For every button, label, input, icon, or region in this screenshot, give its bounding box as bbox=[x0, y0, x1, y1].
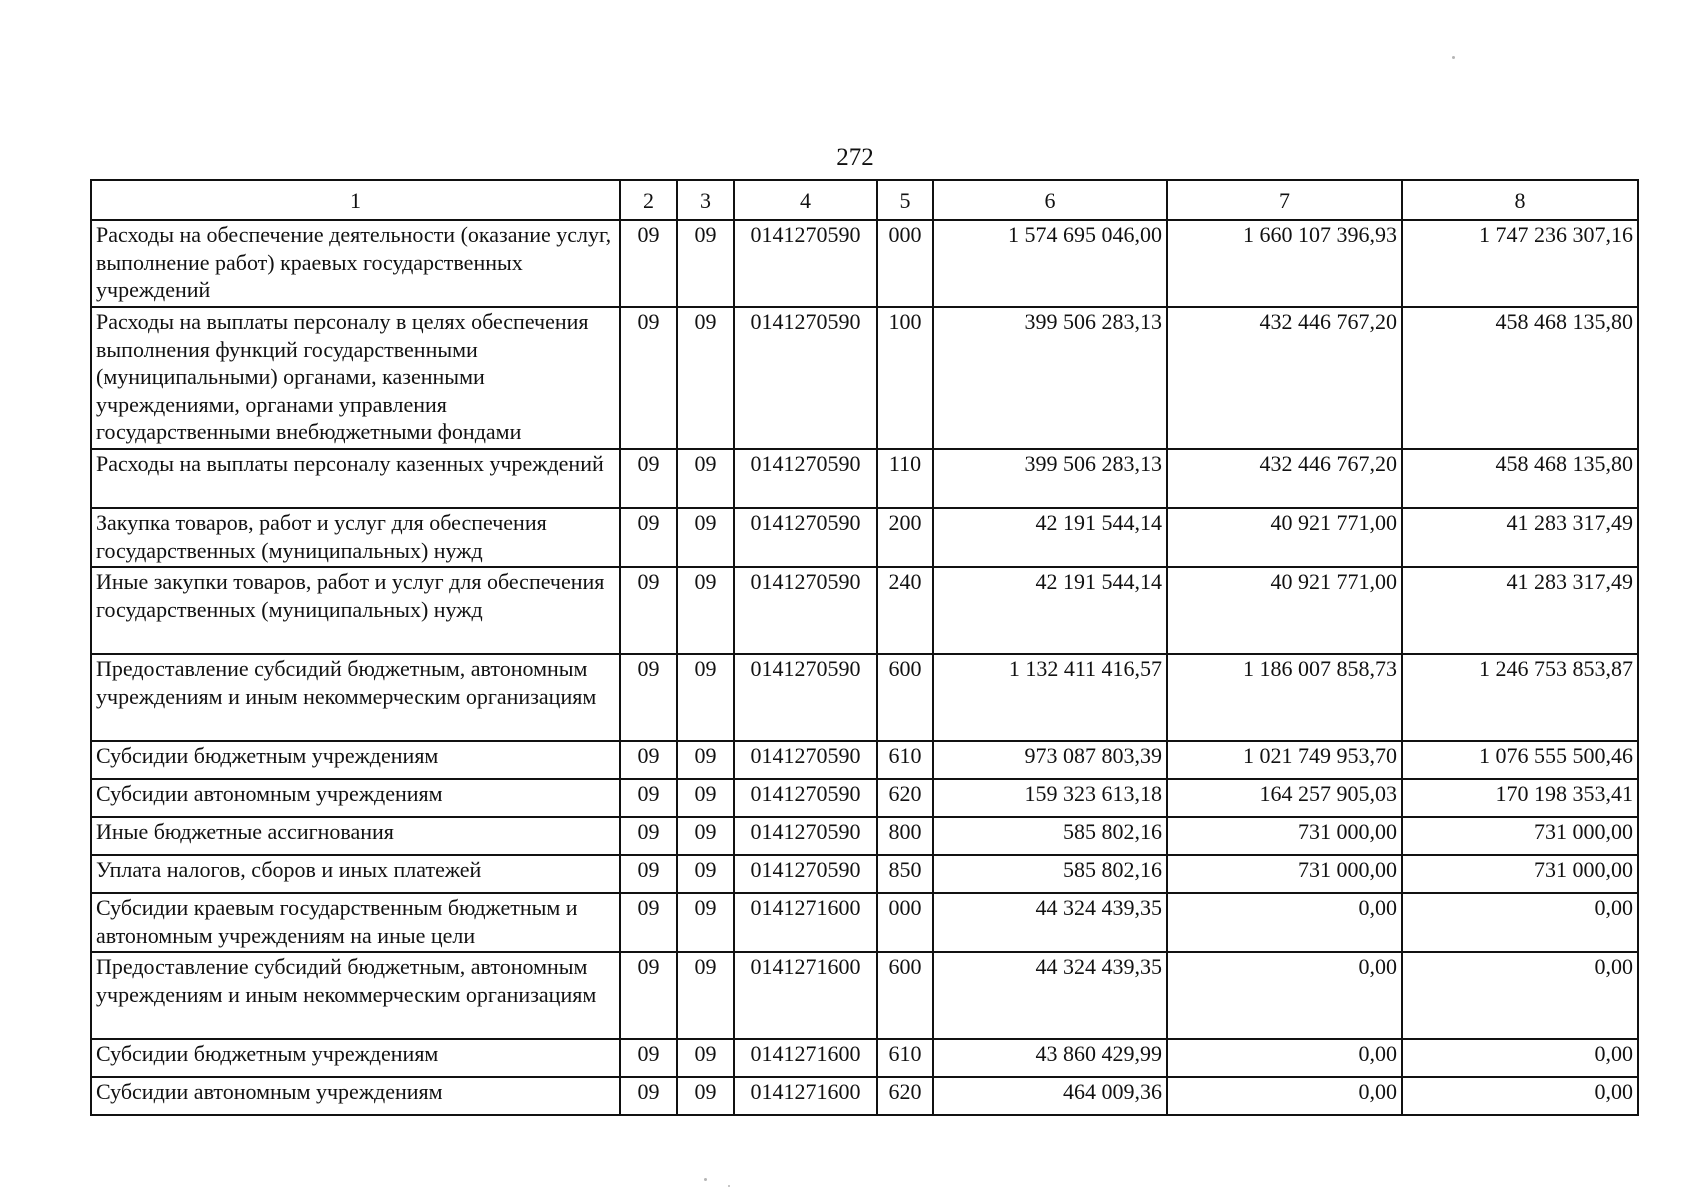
expense-type-cell: 620 bbox=[877, 779, 933, 817]
subsection-code-cell: 09 bbox=[677, 855, 734, 893]
expense-name-cell: Расходы на выплаты персоналу казенных учреждений bbox=[91, 449, 620, 508]
amount-col8-cell: 0,00 bbox=[1402, 1039, 1638, 1077]
column-header: 8 bbox=[1402, 180, 1638, 220]
expense-type-cell: 110 bbox=[877, 449, 933, 508]
subsection-code-cell: 09 bbox=[677, 307, 734, 449]
expense-type-cell: 100 bbox=[877, 307, 933, 449]
header-row bbox=[91, 180, 1638, 220]
amount-col7-cell: 164 257 905,03 bbox=[1167, 779, 1402, 817]
amount-col7-cell: 1 186 007 858,73 bbox=[1167, 654, 1402, 741]
expense-name-cell: Субсидии автономным учреждениям bbox=[91, 1077, 620, 1115]
subsection-code-cell: 09 bbox=[677, 893, 734, 952]
amount-col8-cell: 458 468 135,80 bbox=[1402, 307, 1638, 449]
expense-name-cell: Предоставление субсидий бюджетным, автономным учреждениям и иным некоммерческим организациям bbox=[91, 952, 620, 1039]
target-article-cell: 0141271600 bbox=[734, 1077, 877, 1115]
amount-col8-cell: 731 000,00 bbox=[1402, 855, 1638, 893]
target-article-cell: 0141270590 bbox=[734, 741, 877, 779]
amount-col6-cell: 159 323 613,18 bbox=[933, 779, 1167, 817]
expense-type-cell: 240 bbox=[877, 567, 933, 654]
table-row bbox=[91, 654, 1638, 741]
amount-col7-cell: 432 446 767,20 bbox=[1167, 307, 1402, 449]
table-row bbox=[91, 1039, 1638, 1077]
amount-col7-cell: 0,00 bbox=[1167, 952, 1402, 1039]
table-row bbox=[91, 741, 1638, 779]
expense-type-cell: 000 bbox=[877, 220, 933, 307]
amount-col7-cell: 0,00 bbox=[1167, 893, 1402, 952]
scan-speck bbox=[704, 1178, 707, 1181]
target-article-cell: 0141271600 bbox=[734, 893, 877, 952]
section-code-cell: 09 bbox=[620, 1039, 677, 1077]
table-row bbox=[91, 307, 1638, 449]
amount-col7-cell: 40 921 771,00 bbox=[1167, 567, 1402, 654]
expense-type-cell: 600 bbox=[877, 952, 933, 1039]
expense-name-cell: Уплата налогов, сборов и иных платежей bbox=[91, 855, 620, 893]
table-row bbox=[91, 449, 1638, 508]
budget-table bbox=[90, 179, 1639, 1116]
expense-name-cell: Субсидии бюджетным учреждениям bbox=[91, 1039, 620, 1077]
subsection-code-cell: 09 bbox=[677, 817, 734, 855]
expense-type-cell: 610 bbox=[877, 1039, 933, 1077]
column-header: 2 bbox=[620, 180, 677, 220]
amount-col8-cell: 0,00 bbox=[1402, 952, 1638, 1039]
section-code-cell: 09 bbox=[620, 1077, 677, 1115]
amount-col7-cell: 1 660 107 396,93 bbox=[1167, 220, 1402, 307]
amount-col6-cell: 585 802,16 bbox=[933, 817, 1167, 855]
table-row bbox=[91, 952, 1638, 1039]
target-article-cell: 0141270590 bbox=[734, 567, 877, 654]
column-header: 5 bbox=[877, 180, 933, 220]
subsection-code-cell: 09 bbox=[677, 567, 734, 654]
expense-name-cell: Расходы на выплаты персоналу в целях обеспечения выполнения функций государственными (муниципальными) органами, казенными учреждениями, органами управления государственными внебюджетными фондами bbox=[91, 307, 620, 449]
table-row bbox=[91, 220, 1638, 307]
amount-col7-cell: 0,00 bbox=[1167, 1039, 1402, 1077]
amount-col6-cell: 973 087 803,39 bbox=[933, 741, 1167, 779]
table-row bbox=[91, 855, 1638, 893]
expense-type-cell: 200 bbox=[877, 508, 933, 567]
amount-col8-cell: 170 198 353,41 bbox=[1402, 779, 1638, 817]
table-row bbox=[91, 893, 1638, 952]
amount-col8-cell: 41 283 317,49 bbox=[1402, 508, 1638, 567]
expense-type-cell: 000 bbox=[877, 893, 933, 952]
target-article-cell: 0141270590 bbox=[734, 307, 877, 449]
column-header: 4 bbox=[734, 180, 877, 220]
amount-col8-cell: 458 468 135,80 bbox=[1402, 449, 1638, 508]
section-code-cell: 09 bbox=[620, 779, 677, 817]
amount-col8-cell: 41 283 317,49 bbox=[1402, 567, 1638, 654]
subsection-code-cell: 09 bbox=[677, 741, 734, 779]
amount-col6-cell: 42 191 544,14 bbox=[933, 567, 1167, 654]
amount-col6-cell: 1 574 695 046,00 bbox=[933, 220, 1167, 307]
amount-col6-cell: 42 191 544,14 bbox=[933, 508, 1167, 567]
target-article-cell: 0141270590 bbox=[734, 508, 877, 567]
target-article-cell: 0141270590 bbox=[734, 654, 877, 741]
section-code-cell: 09 bbox=[620, 855, 677, 893]
subsection-code-cell: 09 bbox=[677, 779, 734, 817]
column-header: 3 bbox=[677, 180, 734, 220]
section-code-cell: 09 bbox=[620, 449, 677, 508]
subsection-code-cell: 09 bbox=[677, 952, 734, 1039]
expense-name-cell: Иные закупки товаров, работ и услуг для обеспечения государственных (муниципальных) нужд bbox=[91, 567, 620, 654]
expense-name-cell: Предоставление субсидий бюджетным, автономным учреждениям и иным некоммерческим организациям bbox=[91, 654, 620, 741]
target-article-cell: 0141271600 bbox=[734, 1039, 877, 1077]
amount-col6-cell: 399 506 283,13 bbox=[933, 449, 1167, 508]
subsection-code-cell: 09 bbox=[677, 220, 734, 307]
amount-col6-cell: 399 506 283,13 bbox=[933, 307, 1167, 449]
target-article-cell: 0141270590 bbox=[734, 449, 877, 508]
amount-col7-cell: 731 000,00 bbox=[1167, 855, 1402, 893]
table-row bbox=[91, 817, 1638, 855]
subsection-code-cell: 09 bbox=[677, 508, 734, 567]
amount-col8-cell: 1 747 236 307,16 bbox=[1402, 220, 1638, 307]
expense-type-cell: 610 bbox=[877, 741, 933, 779]
amount-col7-cell: 731 000,00 bbox=[1167, 817, 1402, 855]
section-code-cell: 09 bbox=[620, 817, 677, 855]
section-code-cell: 09 bbox=[620, 654, 677, 741]
section-code-cell: 09 bbox=[620, 893, 677, 952]
scan-speck bbox=[1452, 56, 1455, 59]
section-code-cell: 09 bbox=[620, 220, 677, 307]
section-code-cell: 09 bbox=[620, 307, 677, 449]
target-article-cell: 0141270590 bbox=[734, 817, 877, 855]
target-article-cell: 0141270590 bbox=[734, 779, 877, 817]
table-row bbox=[91, 1077, 1638, 1115]
expense-type-cell: 800 bbox=[877, 817, 933, 855]
amount-col8-cell: 731 000,00 bbox=[1402, 817, 1638, 855]
amount-col8-cell: 0,00 bbox=[1402, 1077, 1638, 1115]
target-article-cell: 0141270590 bbox=[734, 855, 877, 893]
expense-type-cell: 620 bbox=[877, 1077, 933, 1115]
amount-col8-cell: 1 076 555 500,46 bbox=[1402, 741, 1638, 779]
amount-col6-cell: 585 802,16 bbox=[933, 855, 1167, 893]
column-header: 1 bbox=[91, 180, 620, 220]
page-number: 272 bbox=[836, 144, 874, 171]
expense-name-cell: Субсидии автономным учреждениям bbox=[91, 779, 620, 817]
amount-col7-cell: 432 446 767,20 bbox=[1167, 449, 1402, 508]
amount-col6-cell: 44 324 439,35 bbox=[933, 952, 1167, 1039]
section-code-cell: 09 bbox=[620, 508, 677, 567]
amount-col6-cell: 1 132 411 416,57 bbox=[933, 654, 1167, 741]
table-row bbox=[91, 567, 1638, 654]
subsection-code-cell: 09 bbox=[677, 1077, 734, 1115]
expense-name-cell: Расходы на обеспечение деятельности (оказание услуг, выполнение работ) краевых государственных учреждений bbox=[91, 220, 620, 307]
expense-name-cell: Субсидии бюджетным учреждениям bbox=[91, 741, 620, 779]
amount-col7-cell: 0,00 bbox=[1167, 1077, 1402, 1115]
amount-col8-cell: 0,00 bbox=[1402, 893, 1638, 952]
amount-col7-cell: 1 021 749 953,70 bbox=[1167, 741, 1402, 779]
amount-col6-cell: 44 324 439,35 bbox=[933, 893, 1167, 952]
subsection-code-cell: 09 bbox=[677, 1039, 734, 1077]
expense-name-cell: Субсидии краевым государственным бюджетным и автономным учреждениям на иные цели bbox=[91, 893, 620, 952]
column-header: 7 bbox=[1167, 180, 1402, 220]
table-row bbox=[91, 508, 1638, 567]
section-code-cell: 09 bbox=[620, 952, 677, 1039]
subsection-code-cell: 09 bbox=[677, 654, 734, 741]
section-code-cell: 09 bbox=[620, 741, 677, 779]
expense-type-cell: 600 bbox=[877, 654, 933, 741]
subsection-code-cell: 09 bbox=[677, 449, 734, 508]
target-article-cell: 0141270590 bbox=[734, 220, 877, 307]
scan-speck bbox=[728, 1185, 730, 1187]
expense-type-cell: 850 bbox=[877, 855, 933, 893]
section-code-cell: 09 bbox=[620, 567, 677, 654]
expense-name-cell: Иные бюджетные ассигнования bbox=[91, 817, 620, 855]
amount-col7-cell: 40 921 771,00 bbox=[1167, 508, 1402, 567]
amount-col6-cell: 43 860 429,99 bbox=[933, 1039, 1167, 1077]
column-header: 6 bbox=[933, 180, 1167, 220]
expense-name-cell: Закупка товаров, работ и услуг для обеспечения государственных (муниципальных) нужд bbox=[91, 508, 620, 567]
amount-col6-cell: 464 009,36 bbox=[933, 1077, 1167, 1115]
target-article-cell: 0141271600 bbox=[734, 952, 877, 1039]
table-row bbox=[91, 779, 1638, 817]
amount-col8-cell: 1 246 753 853,87 bbox=[1402, 654, 1638, 741]
